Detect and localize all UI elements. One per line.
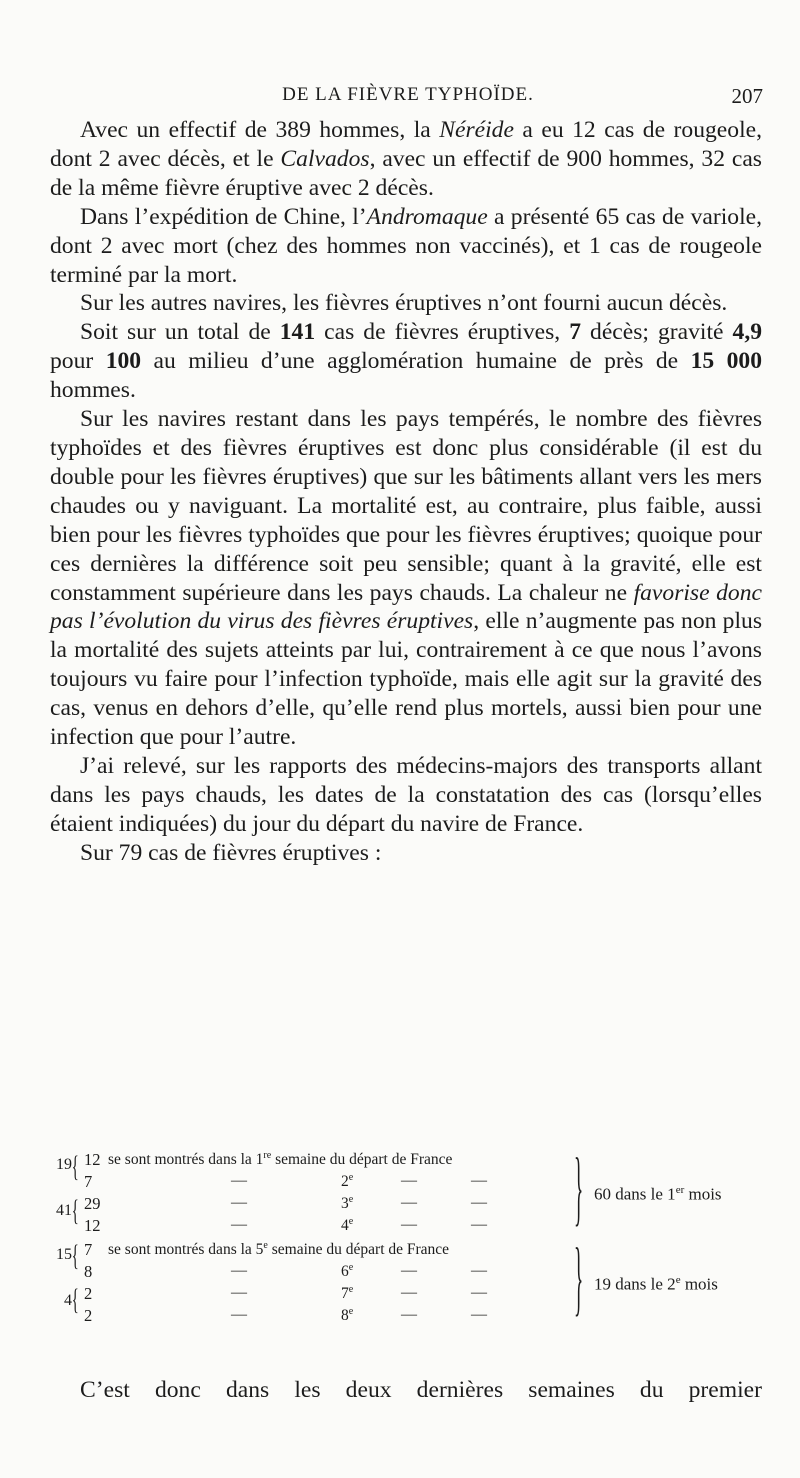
large-brace: } <box>574 1231 584 1324</box>
row-text: se sont montrés dans la 5e semaine du départ de France <box>108 1240 450 1259</box>
paragraph-5: Sur les navires restant dans les pays tempérés, le nombre des fièvres typhoïdes et des fièvres éruptives est donc plus considérable (il est du double pour les fièvres éruptives) que sur les bâtiments allant vers les mers chaudes ou y naviguant. La mortalité est, au contraire, plus faible, aussi bien pour les fièvres typhoïdes que pour les fièvres éruptives; quoique pour ces dernières la différence soit peu sensible; quant à la gravité, elle est constamment supérieure dans les pays chauds. La chaleur ne favorise donc pas l’évolution du virus des fièvres éruptives, elle n’augmente pas non plus la mortalité des sujets atteints par lui, contrairement à ce que nous l’avons toujours vu faire pour l’infection typhoïde, mais elle agit sur la gravité des cas, venus en dehors d’elle, qu’elle rend plus mortels, aussi bien pour une infection que pour l’autre. <box>50 406 763 751</box>
ditto-dash: — <box>231 1172 247 1189</box>
row-count: 7 <box>84 1240 93 1259</box>
ditto-dash: — <box>401 1216 417 1233</box>
large-brace: } <box>574 1141 584 1234</box>
row-count: 29 <box>84 1194 101 1213</box>
ditto-dash: — <box>471 1194 487 1211</box>
paragraph-1: Avec un effectif de 389 hommes, la Néréide a eu 12 cas de rougeole, dont 2 avec décès, et le Calvados, avec un effectif de 900 hommes, 32 cas de la même fièvre éruptive avec 2 décès. <box>50 117 763 201</box>
ditto-dash: — <box>231 1284 247 1301</box>
table-row <box>46 1216 762 1238</box>
ditto-dash: — <box>401 1262 417 1279</box>
small-brace: { <box>71 1150 79 1183</box>
ditto-dash: — <box>401 1306 417 1323</box>
row-count: 2 <box>84 1306 93 1325</box>
small-brace: { <box>71 1194 79 1227</box>
group-total-4: 4 <box>64 1292 72 1309</box>
row-count: 2 <box>84 1284 93 1303</box>
week-ordinal: 6e <box>341 1262 354 1281</box>
paragraph-3: Sur les autres navires, les fièvres éruptives n’ont fourni aucun décès. <box>80 290 728 317</box>
row-count: 8 <box>84 1262 93 1281</box>
body-text <box>50 116 762 868</box>
paragraph-6: J’ai relevé, sur les rapports des médecins-majors des transports allant dans les pays chauds, les dates de la constatation des cas (lorsqu’elles étaient indiquées) du jour du départ du navire de France. <box>50 752 762 837</box>
emphasis-text: favorise donc pas l’évolution du virus des fièvres éruptives <box>50 579 762 635</box>
ship-name-nereide: Néréide <box>439 117 514 143</box>
group-total-3: 15 <box>56 1246 72 1263</box>
row-count: 12 <box>84 1150 101 1169</box>
ditto-dash: — <box>231 1216 247 1233</box>
row-count: 7 <box>84 1172 93 1191</box>
small-brace: { <box>71 1239 79 1272</box>
week-ordinal: 7e <box>341 1284 354 1303</box>
week-ordinal: 4e <box>341 1216 354 1235</box>
table-row <box>46 1240 762 1262</box>
group-total-1: 19 <box>56 1156 72 1173</box>
row-count: 12 <box>84 1216 101 1235</box>
closing-line: C’est donc dans les deux dernières semaines du premier <box>80 1377 762 1403</box>
ditto-dash: — <box>231 1262 247 1279</box>
group-total-2: 41 <box>56 1202 72 1219</box>
week-ordinal: 3e <box>341 1194 354 1213</box>
ditto-dash: — <box>231 1194 247 1211</box>
summary-first-month: 60 dans le 1er mois <box>594 1184 722 1204</box>
page-number: 207 <box>731 84 763 108</box>
running-head: DE LA FIÈVRE TYPHOÏDE. <box>282 84 534 105</box>
week-ordinal: 8e <box>341 1306 354 1325</box>
ditto-dash: — <box>471 1216 487 1233</box>
table-row <box>46 1306 762 1328</box>
ditto-dash: — <box>471 1262 487 1279</box>
small-brace: { <box>71 1283 79 1316</box>
ditto-dash: — <box>231 1306 247 1323</box>
ditto-dash: — <box>401 1172 417 1189</box>
ditto-dash: — <box>471 1172 487 1189</box>
summary-second-month: 19 dans le 2e mois <box>594 1274 718 1294</box>
ditto-dash: — <box>401 1284 417 1301</box>
paragraph-4: Soit sur un total de 141 cas de fièvres éruptives, 7 décès; gravité 4,9 pour 100 au milieu d’une agglomération humaine de près de 15 000 hommes. <box>50 319 763 404</box>
ship-name-calvados: Calvados <box>280 145 370 172</box>
paragraph-7: Sur 79 cas de fièvres éruptives : <box>80 839 382 866</box>
paragraph-2: Dans l’expédition de Chine, l’Andromaque a présenté 65 cas de variole, dont 2 avec mort (chez des hommes non vaccinés), et 1 cas de rougeole terminé par la mort. <box>50 203 763 288</box>
ditto-dash: — <box>471 1306 487 1323</box>
ditto-dash: — <box>401 1194 417 1211</box>
table-row <box>46 1150 762 1172</box>
ship-name-andromaque: Andromaque <box>366 203 488 230</box>
ditto-dash: — <box>471 1284 487 1301</box>
row-text: se sont montrés dans la 1re semaine du départ de France <box>108 1150 453 1169</box>
week-ordinal: 2e <box>341 1172 354 1191</box>
